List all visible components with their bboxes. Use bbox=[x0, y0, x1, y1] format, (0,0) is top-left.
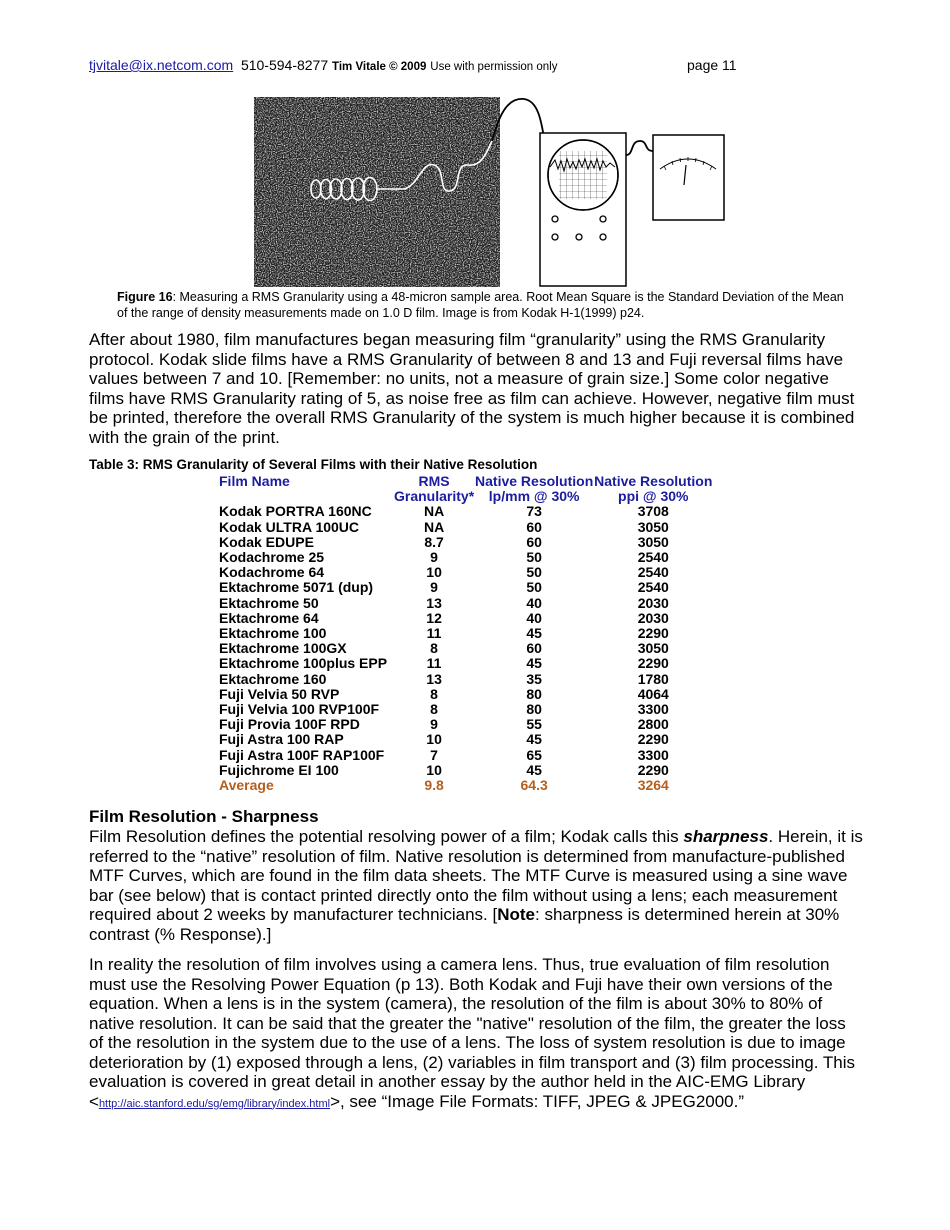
table-cell: 45 bbox=[526, 731, 542, 748]
table-cell: Fuji Astra 100F RAP100F bbox=[219, 746, 385, 763]
table-cell: Kodak EDUPE bbox=[219, 533, 314, 550]
table-caption: Table 3: RMS Granularity of Several Films with their Native Resolution bbox=[89, 457, 538, 472]
table-cell: 35 bbox=[526, 670, 542, 687]
author-credit: Tim Vitale © 2009 bbox=[332, 61, 427, 73]
table-cell: 45 bbox=[526, 625, 542, 642]
table-cell: 1780 bbox=[637, 670, 669, 687]
page-header bbox=[89, 57, 737, 73]
table-cell: Ektachrome 5071 (dup) bbox=[219, 579, 374, 596]
table-cell: NA bbox=[423, 518, 445, 535]
average-row bbox=[219, 778, 712, 793]
library-link[interactable]: http://aic.stanford.edu/sg/emg/library/index.html bbox=[98, 1097, 331, 1110]
table-cell: 8 bbox=[430, 640, 438, 657]
table-cell: 2030 bbox=[637, 594, 669, 611]
table-cell: 8 bbox=[430, 701, 438, 718]
table-row bbox=[219, 687, 712, 702]
table-cell: 3300 bbox=[637, 701, 669, 718]
table-cell: 3300 bbox=[637, 746, 669, 763]
table-cell: 2540 bbox=[637, 564, 669, 581]
table-cell: Ektachrome 100plus EPP bbox=[219, 655, 388, 672]
table-cell: 3708 bbox=[637, 503, 669, 520]
table-cell: 60 bbox=[526, 640, 542, 657]
table-row bbox=[219, 626, 712, 641]
column-header: Granularity* bbox=[394, 488, 475, 505]
table-row bbox=[219, 763, 712, 778]
table-cell: 13 bbox=[426, 594, 442, 611]
table-cell: Fuji Provia 100F RPD bbox=[219, 716, 360, 733]
table-cell: 45 bbox=[526, 761, 542, 778]
table-cell: 65 bbox=[526, 746, 542, 763]
table-cell: 13 bbox=[426, 670, 442, 687]
table-cell: 9.8 bbox=[424, 777, 444, 794]
table-cell: 3264 bbox=[637, 777, 669, 794]
table-row bbox=[219, 656, 712, 671]
table-cell: Kodak ULTRA 100UC bbox=[219, 518, 360, 535]
table-cell: 60 bbox=[526, 533, 542, 550]
table-cell: 60 bbox=[526, 518, 542, 535]
column-header: lp/mm @ 30% bbox=[488, 488, 580, 505]
table-cell: Fuji Astra 100 RAP bbox=[219, 731, 344, 748]
column-header: ppi @ 30% bbox=[618, 488, 689, 505]
granularity-paragraph: After about 1980, film manufactures began measuring film “granularity” using the RMS Granularity protocol. Kodak slide films have a RMS Granularity of between 8 and 13 and Fuji reversal films have values between 7 and 10. [Remember: no units, not a measure of grain size.] Some color negative films have RMS Granularity rating of 5, as noise free as film can achieve. However, negative film must be printed, therefore the overall RMS Granularity of the system is much higher because it is combined with the grain of the print. bbox=[89, 330, 855, 447]
table-cell: 8 bbox=[430, 685, 438, 702]
table-cell: Fuji Velvia 100 RVP100F bbox=[219, 701, 380, 718]
table-cell: 40 bbox=[526, 594, 542, 611]
table-cell: 50 bbox=[526, 549, 542, 566]
table-cell: Kodachrome 25 bbox=[219, 549, 325, 566]
table-cell: 40 bbox=[526, 609, 542, 626]
text-run: : sharpness is determined herein at 30% contrast (% Response).] bbox=[89, 905, 840, 944]
table-cell: 55 bbox=[526, 716, 542, 733]
text-run: In reality the resolution of film involves using a camera lens. Thus, true evaluation of film resolution must use the Resolving Power Equation (p 13). Both Kodak and Fuji have their own versions of the equation. When a lens is in the system (camera), the resolution of the film is about 30% to 80% of native resolution. It can be said that the greater the "native" resolution of the film, the greater the loss of the resolution in the system due to the use of a lens. The loss of system resolution is due to image deterioration by (1) exposed through a lens, (2) variables in film transport and (3) film processing. This evaluation is covered in great detail in another essay by the author held in the AIC-EMG Library bbox=[89, 955, 855, 1091]
table-cell: Kodak PORTRA 160NC bbox=[219, 503, 372, 520]
table-row bbox=[219, 596, 712, 611]
table-cell: 2540 bbox=[637, 579, 669, 596]
table-cell: Ektachrome 160 bbox=[219, 670, 327, 687]
table-cell: NA bbox=[423, 503, 445, 520]
lens-resolution-paragraph bbox=[89, 955, 864, 1114]
text-run: Film Resolution defines the potential resolving power of a film; Kodak calls this bbox=[89, 827, 684, 846]
table-cell: Average bbox=[219, 777, 274, 794]
table-row bbox=[219, 672, 712, 687]
table-cell: 50 bbox=[526, 564, 542, 581]
table-row bbox=[219, 550, 712, 565]
table-row bbox=[219, 702, 712, 717]
table-row bbox=[219, 732, 712, 747]
table-cell: Kodachrome 64 bbox=[219, 564, 325, 581]
table-cell: 10 bbox=[426, 731, 442, 748]
table-cell: Ektachrome 50 bbox=[219, 594, 319, 611]
permission-note: Use with permission only bbox=[430, 61, 558, 73]
text-run: . Herein, it is referred to the “native” resolution of film. Native resolution is determined from manufacture-published MTF Curves, which are found in the film data sheets. The MTF Curve is measured using a sine wave bar (see below) that is contact printed directly onto the film without using a lens; each measurement required about 2 weeks by manufacturer technicians. [ bbox=[89, 827, 863, 924]
table-cell: 3050 bbox=[637, 518, 669, 535]
film-granularity-table bbox=[219, 474, 712, 793]
table-row bbox=[219, 748, 712, 763]
email-link[interactable]: tjvitale@ix.netcom.com bbox=[89, 57, 234, 73]
column-header: Native Resolution bbox=[475, 473, 594, 489]
table-cell: 2290 bbox=[637, 731, 669, 748]
figure-label: Figure 16 bbox=[117, 290, 173, 304]
table-cell: 73 bbox=[526, 503, 542, 520]
column-header: Film Name bbox=[219, 473, 290, 489]
table-cell: 50 bbox=[526, 579, 542, 596]
note-label: Note bbox=[497, 905, 536, 924]
text-run: < bbox=[89, 1091, 99, 1111]
column-header bbox=[219, 489, 394, 504]
table-cell: 2030 bbox=[637, 609, 669, 626]
table-cell: 8.7 bbox=[424, 533, 444, 550]
table-body bbox=[219, 504, 712, 778]
figure-caption-text: : Measuring a RMS Granularity using a 48-micron sample area. Root Mean Square is the Standard Deviation of the Mean of the range of density measurements made on 1.0 D film. Image is from Kodak H-1(1999) p24. bbox=[117, 290, 844, 320]
table-cell: 10 bbox=[426, 761, 442, 778]
phone-number: 510-594-8277 bbox=[240, 57, 329, 73]
table-cell: 3050 bbox=[637, 640, 669, 657]
figure-caption bbox=[117, 290, 857, 321]
rms-granularity-figure bbox=[254, 89, 726, 290]
table-row bbox=[219, 565, 712, 580]
table-cell: 9 bbox=[430, 579, 438, 596]
column-header: Native Resolution bbox=[594, 473, 713, 489]
table-header-row bbox=[219, 489, 712, 504]
text-run: >, see “Image File Formats: TIFF, JPEG & JPEG2000.” bbox=[330, 1091, 745, 1111]
table-cell: 3050 bbox=[637, 533, 669, 550]
table-cell: 10 bbox=[426, 564, 442, 581]
table-cell: 2540 bbox=[637, 549, 669, 566]
table-cell: 11 bbox=[426, 625, 442, 642]
table-cell: 2290 bbox=[637, 761, 669, 778]
table-cell: Ektachrome 100 bbox=[219, 625, 327, 642]
table-row bbox=[219, 535, 712, 550]
column-header: RMS bbox=[418, 473, 450, 489]
table-row bbox=[219, 611, 712, 626]
table-row bbox=[219, 717, 712, 732]
table-header-row bbox=[219, 474, 712, 489]
table-cell: 2290 bbox=[637, 655, 669, 672]
resolution-paragraph bbox=[89, 827, 864, 944]
table-cell: 9 bbox=[430, 716, 438, 733]
table-cell: 64.3 bbox=[520, 777, 548, 794]
table-cell: 7 bbox=[430, 746, 438, 763]
table-cell: 12 bbox=[426, 609, 442, 626]
table-cell: 2290 bbox=[637, 625, 669, 642]
table-cell: 80 bbox=[526, 701, 542, 718]
table-cell: Fujichrome EI 100 bbox=[219, 761, 339, 778]
table-cell: Ektachrome 100GX bbox=[219, 640, 347, 657]
table-cell: 9 bbox=[430, 549, 438, 566]
section-heading: Film Resolution - Sharpness bbox=[89, 807, 319, 826]
page-number: page 11 bbox=[687, 57, 737, 73]
emphasis-sharpness: sharpness bbox=[683, 827, 769, 846]
table-row bbox=[219, 641, 712, 656]
table-cell: 45 bbox=[526, 655, 542, 672]
table-row bbox=[219, 520, 712, 535]
table-cell: 80 bbox=[526, 685, 542, 702]
table-cell: Fuji Velvia 50 RVP bbox=[219, 685, 340, 702]
table-row bbox=[219, 580, 712, 595]
table-cell: 4064 bbox=[637, 685, 669, 702]
table-cell: 2800 bbox=[637, 716, 669, 733]
table-row bbox=[219, 504, 712, 519]
table-cell: 11 bbox=[426, 655, 442, 672]
table-cell: Ektachrome 64 bbox=[219, 609, 319, 626]
